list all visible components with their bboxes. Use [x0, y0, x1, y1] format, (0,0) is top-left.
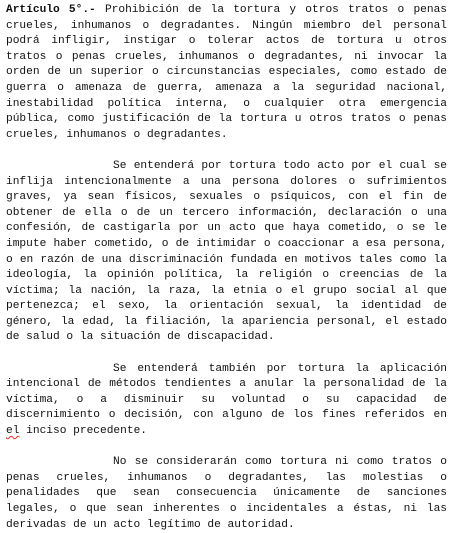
torture-definition-paragraph: Se entenderá por tortura todo acto por el cual se inflija intencionalmente a una persona dolores o sufrimientos graves, ya sean físicos, sexuales o psíquicos, con el fin de obtener de ella o de un tercero información, declaración o una confesión, de castigarla por un acto que haya cometido, o se le impute haber cometido, o de intimidar o coaccionar a esa persona, o en razón de una discriminación fundada en motivos tales como la ideología, la opinión política, la religión o creencias de la víctima; la nación, la raza, la etnia o el grupo social al que pertenezca; el sexo, la orientación sexual, la identidad de género, la edad, la filiación, la apariencia personal, el estado de salud o la situación de discapacidad.	[6, 159, 447, 344]
article-intro-text: Prohibición de la tortura y otros tratos o penas crueles, inhumanos o degradantes. Ningún miembro del personal podrá infligir, instigar o tolerar actos de tortura u otros tratos o penas crueles, inhumanos o degradantes, ni invocar la orden de un superior o circunstancias especiales, como estado de guerra o amenaza de guerra, amenaza a la seguridad nacional, inestabilidad política interna, o cualquier otra emergencia pública, como justificación de la tortura u otros tratos o penas crueles, inhumanos o degradantes.	[6, 4, 448, 141]
spellcheck-flagged-word[interactable]: el	[6, 425, 20, 438]
methods-text-end: inciso precedente.	[19, 425, 147, 438]
methods-text: Se entenderá también por tortura la aplicación intencional de métodos tendientes a anular la personalidad de la víctima, o a disminuir su voluntad o su capacidad de discernimiento o decisión, con alguno de los fines referidos en	[6, 362, 447, 422]
document-page	[6, 3, 447, 533]
exclusions-paragraph: No se considerarán como tortura ni como tratos o penas crueles, inhumanos o degradantes, las molestias o penalidades que sean consecuencia únicamente de sanciones legales, o que sean inherentes o incidentales a éstas, ni las derivadas de un acto legítimo de autoridad.	[6, 456, 447, 531]
article-5-paragraph	[6, 3, 447, 143]
article-heading: Artículo 5°.-	[6, 4, 96, 16]
torture-methods-paragraph	[6, 362, 447, 440]
